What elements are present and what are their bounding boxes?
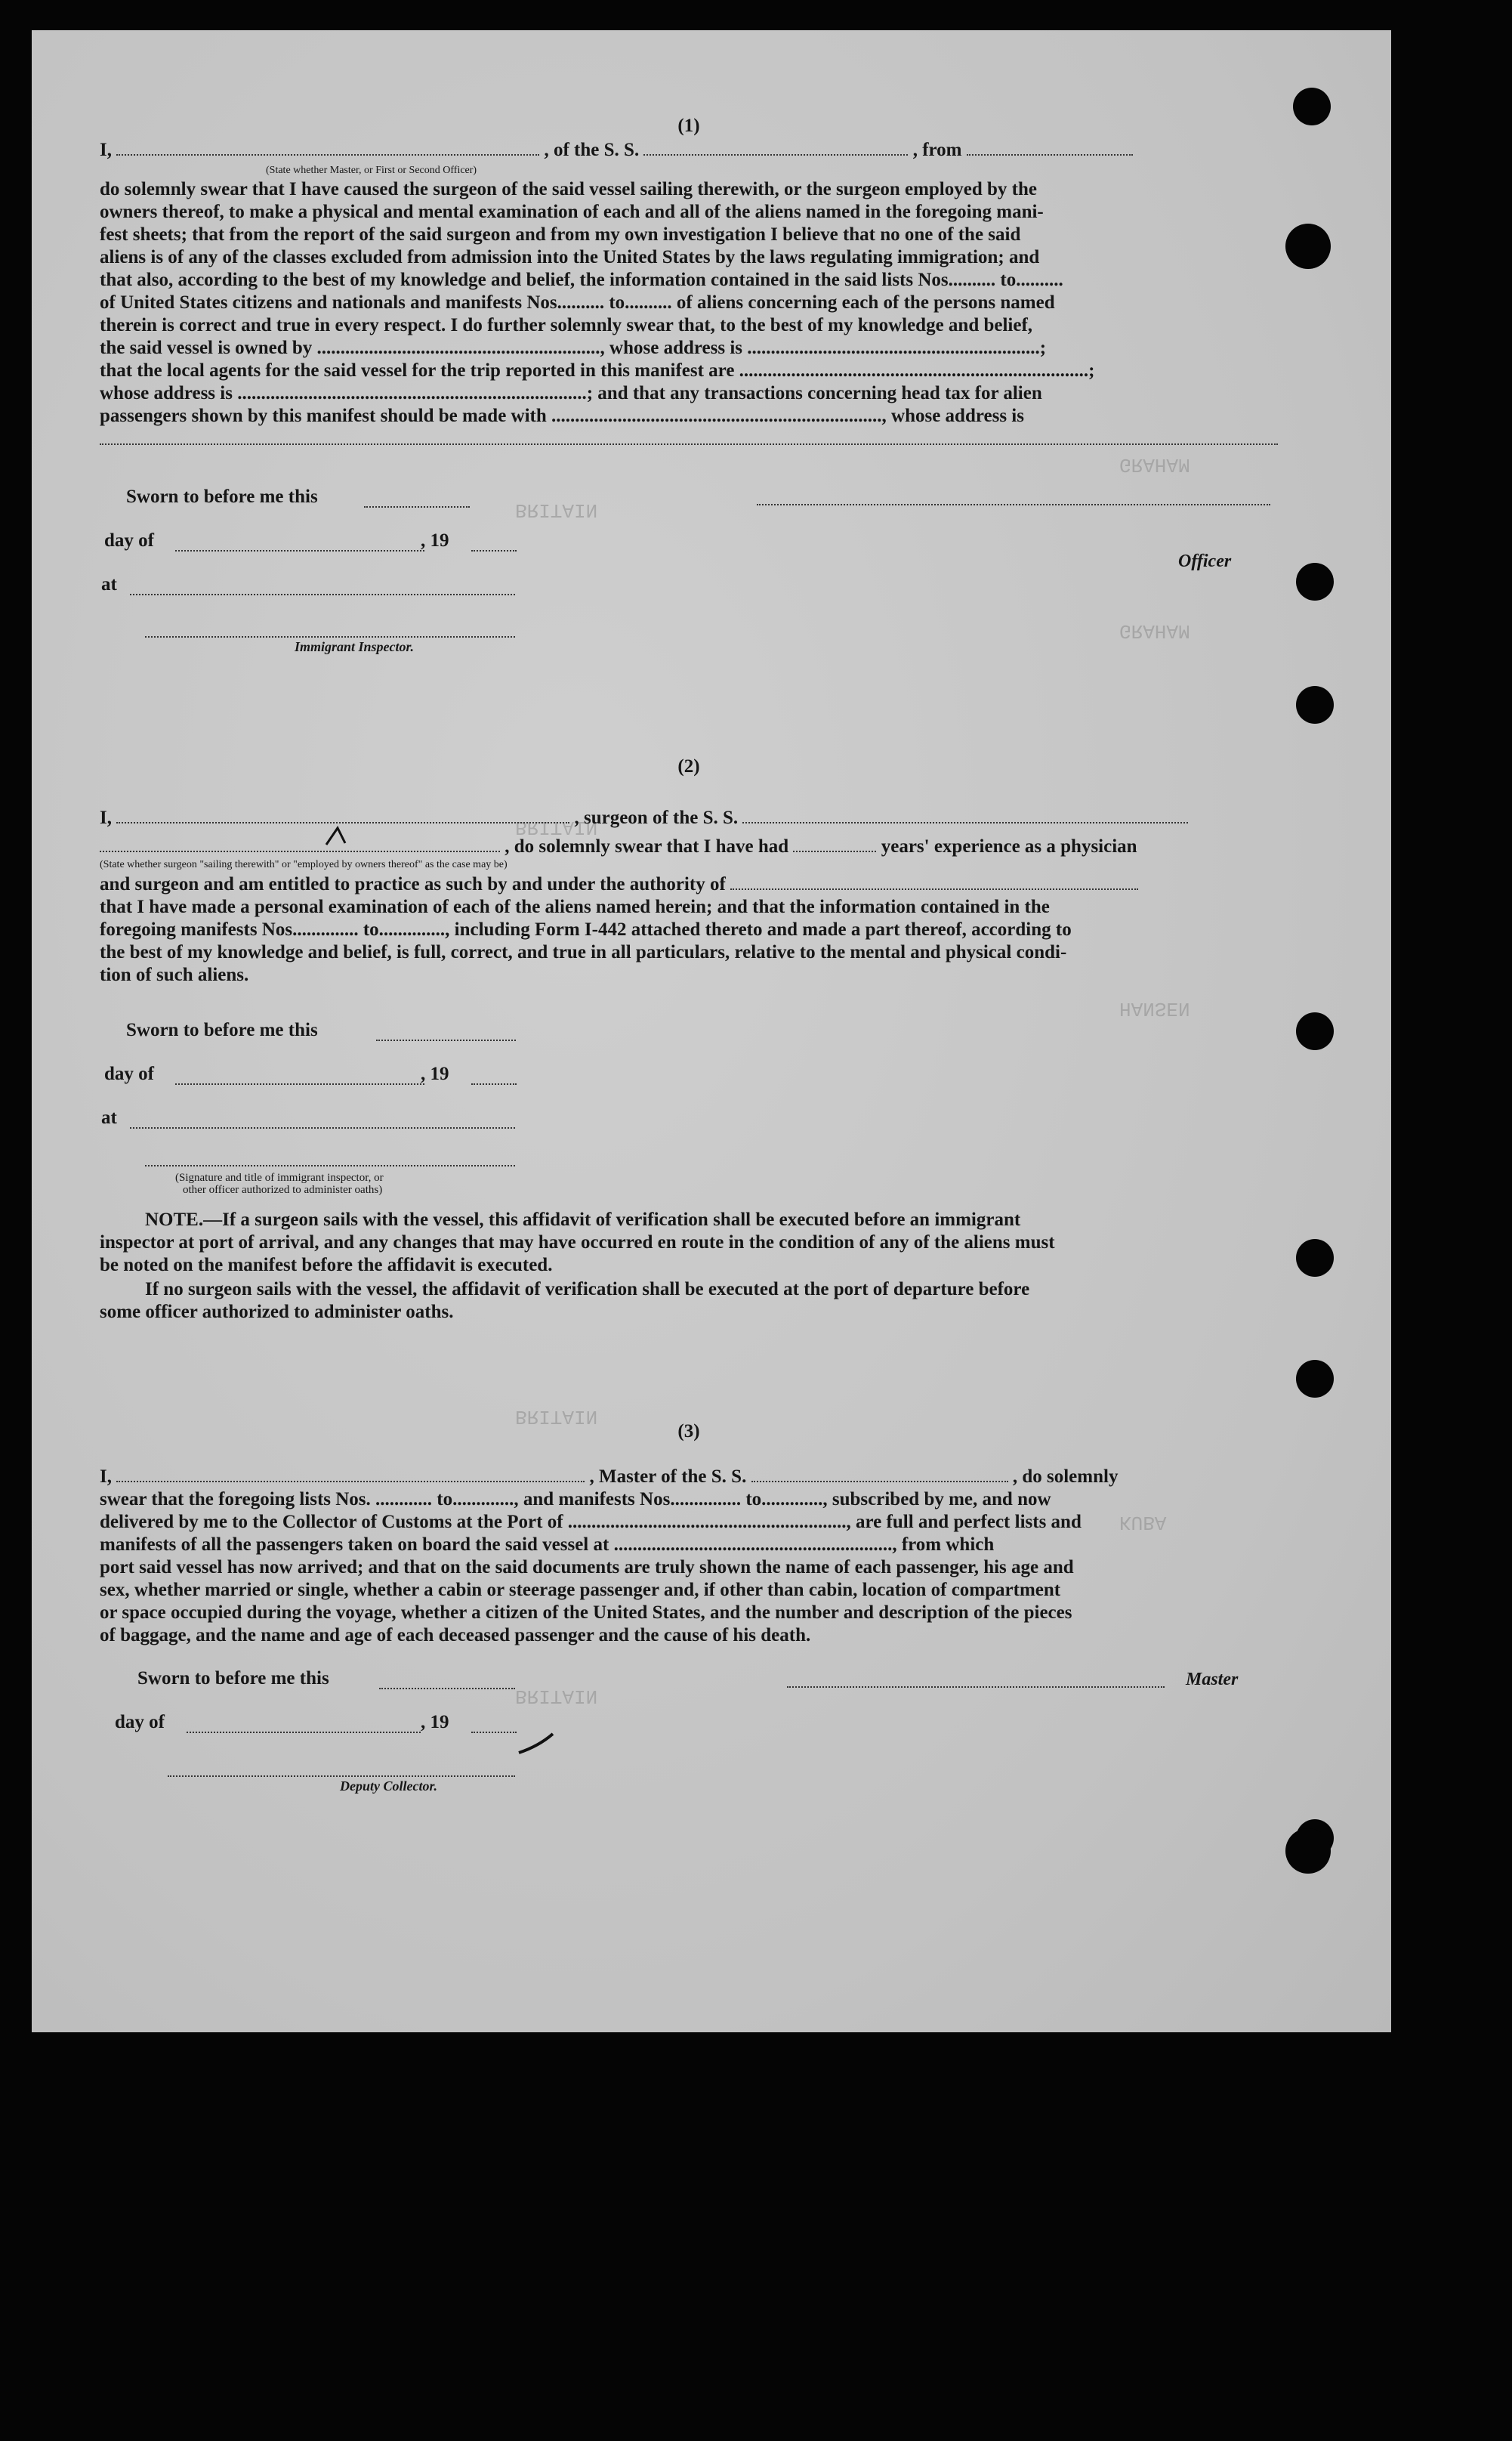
punch-hole	[1296, 1012, 1334, 1050]
body-line: the best of my knowledge and belief, is full, correct, and true in all particulars, relative to the mental and physical condi-	[100, 942, 1067, 962]
note-line: inspector at port of arrival, and any changes that may have occurred en route in the condition of any of the aliens must	[100, 1232, 1055, 1253]
punch-hole	[1285, 1828, 1331, 1874]
punch-hole	[1285, 224, 1331, 269]
note-line: If no surgeon sails with the vessel, the affidavit of verification shall be executed at the port of departure before	[145, 1279, 1030, 1299]
bleed-through-text: BRITAIN	[515, 1405, 598, 1428]
officer-name-field	[116, 139, 539, 156]
punch-hole	[1296, 686, 1334, 724]
punch-hole	[1293, 88, 1331, 125]
body-line: tion of such aliens.	[100, 965, 249, 985]
manifest-affidavit-page	[32, 30, 1391, 2032]
master-signature-line	[787, 1685, 1165, 1688]
body-line: swear that the foregoing lists Nos. ............ to............., and manifests Nos............... to............., subscribed by me, and now	[100, 1489, 1051, 1509]
vessel-name-field	[643, 139, 908, 156]
body-line: therein is correct and true in every respect. I do further solemnly swear that, to the best of my knowledge and belief,	[100, 315, 1033, 335]
section-2-number: (2)	[677, 756, 700, 777]
years-field	[793, 836, 876, 852]
vessel-name-field	[751, 1466, 1008, 1482]
body-line: do solemnly swear that I have caused the surgeon of the said vessel sailing therewith, or the surgeon employed by the	[100, 179, 1037, 199]
at-fill	[130, 592, 515, 595]
intro-i: I,	[100, 140, 112, 160]
from-text: , from	[912, 140, 962, 160]
inspector-caption: Immigrant Inspector.	[295, 639, 415, 654]
day-fill	[187, 1730, 421, 1733]
section-3-header-line	[100, 1466, 1278, 1488]
body-line: passengers shown by this manifest should be made with ......................................................................, whose address is	[100, 406, 1024, 426]
body-line: sex, whether married or single, whether a cabin or steerage passenger and, if other than cabin, location of compartment	[100, 1580, 1061, 1600]
section-1-header-line	[100, 139, 1278, 162]
solemnly-text: , do solemnly	[1012, 1466, 1119, 1487]
surgeon-of-text: , surgeon of the S. S.	[574, 808, 739, 828]
at-label: at	[101, 574, 117, 595]
sworn-label: Sworn to before me this	[126, 487, 318, 507]
signature-caption: other officer authorized to administer oaths)	[183, 1184, 383, 1196]
body-line: owners thereof, to make a physical and mental examination of each and all of the aliens named in the foregoing mani-	[100, 202, 1044, 222]
ink-mark	[515, 1730, 560, 1760]
bleed-through-text: KUBA	[1119, 1511, 1167, 1534]
at-label: at	[101, 1108, 117, 1128]
note-line: be noted on the manifest before the affidavit is executed.	[100, 1255, 553, 1275]
swear-text: , do solemnly swear that I have had	[505, 836, 789, 857]
officer-caption: Officer	[1178, 552, 1232, 571]
year-label: , 19	[421, 1712, 449, 1732]
bleed-through-text: HANSEN	[1119, 997, 1190, 1020]
ink-mark	[322, 822, 353, 852]
year-fill	[471, 548, 517, 552]
day-fill	[175, 1082, 424, 1085]
body-line: that I have made a personal examination of each of the aliens named herein; and that the information contained in the	[100, 897, 1050, 917]
body-line	[100, 873, 1278, 896]
year-label: , 19	[421, 530, 449, 551]
year-label: , 19	[421, 1064, 449, 1084]
bleed-through-text: GRAHAM	[1119, 620, 1190, 642]
body-line: foregoing manifests Nos.............. to.............., including Form I-442 attached thereto and made a part thereof, according to	[100, 919, 1072, 940]
note-text: —If a surgeon sails with the vessel, this affidavit of verification shall be executed before an immigrant	[203, 1210, 1021, 1230]
surgeon-caption: (State whether surgeon "sailing therewith" or "employed by owners thereof" as the case may be)	[100, 859, 508, 870]
year-fill	[471, 1082, 517, 1085]
sworn-label: Sworn to before me this	[137, 1668, 329, 1689]
note-label: NOTE.	[145, 1210, 204, 1230]
sworn-fill	[379, 1686, 515, 1689]
surgeon-name-field	[116, 807, 569, 823]
master-name-field	[116, 1466, 585, 1482]
sworn-fill	[364, 505, 470, 508]
body-line: port said vessel has now arrived; and that on the said documents are truly shown the name of each passenger, his age and	[100, 1557, 1074, 1577]
day-fill	[175, 548, 424, 552]
officer-caption: (State whether Master, or First or Second Officer)	[266, 165, 477, 176]
bleed-through-text: BRITAIN	[515, 816, 598, 839]
officer-signature-line	[757, 502, 1270, 505]
note-line	[145, 1209, 1323, 1231]
body-line: fest sheets; that from the report of the said surgeon and from my own investigation I believe that no one of the said	[100, 224, 1021, 245]
note-line: some officer authorized to administer oaths.	[100, 1302, 454, 1322]
body-line: whose address is ..........................................................................; and that any transactions concerning head tax for alien	[100, 383, 1042, 403]
section-2-header-line	[100, 807, 1278, 830]
intro-i: I,	[100, 1466, 112, 1487]
body-line: of United States citizens and nationals and manifests Nos.......... to.......... of aliens concerning each of the persons named	[100, 292, 1055, 313]
bleed-through-text: BRITAIN	[515, 499, 598, 521]
inspector-signature-line	[145, 635, 515, 638]
body-line: manifests of all the passengers taken on board the said vessel at ..........................................................., from which	[100, 1534, 995, 1555]
body-line: delivered by me to the Collector of Customs at the Port of ..........................................................., are full and perfect lists and	[100, 1512, 1082, 1532]
intro-i: I,	[100, 808, 112, 828]
from-port-field	[967, 139, 1133, 156]
master-of-text: , Master of the S. S.	[589, 1466, 747, 1487]
collector-caption: Deputy Collector.	[340, 1778, 437, 1794]
body-line: aliens is of any of the classes excluded from admission into the United States by the laws regulating immigration; and	[100, 247, 1040, 267]
bleed-through-text: GRAHAM	[1119, 453, 1190, 476]
sworn-label: Sworn to before me this	[126, 1020, 318, 1040]
punch-hole	[1296, 563, 1334, 601]
authority-field	[730, 873, 1138, 890]
body-line: or space occupied during the voyage, whether a citizen of the United States, and the number and description of the pieces	[100, 1602, 1072, 1623]
sworn-fill	[376, 1038, 516, 1041]
punch-hole	[1296, 1360, 1334, 1398]
master-caption: Master	[1186, 1670, 1239, 1689]
years-text: years' experience as a physician	[881, 836, 1137, 857]
day-of-label: day of	[104, 1064, 154, 1084]
punch-hole	[1296, 1239, 1334, 1277]
collector-signature-line	[168, 1774, 515, 1777]
body-line: that also, according to the best of my knowledge and belief, the information contained in the said lists Nos.......... to..........	[100, 270, 1063, 290]
at-fill	[130, 1126, 515, 1129]
section-3-number: (3)	[677, 1421, 700, 1441]
bleed-through-text: BRITAIN	[515, 1685, 598, 1707]
body-line: of baggage, and the name and age of each deceased passenger and the cause of his death.	[100, 1625, 811, 1645]
section-1-number: (1)	[677, 116, 700, 136]
of-ss-text: , of the S. S.	[544, 140, 640, 160]
address-fill-line	[100, 442, 1278, 445]
vessel-name-field	[742, 807, 1188, 823]
surgeon-capacity-field	[100, 836, 500, 852]
year-fill	[471, 1730, 517, 1733]
authority-text: and surgeon and am entitled to practice as such by and under the authority of	[100, 874, 726, 895]
day-of-label: day of	[104, 530, 154, 551]
body-line: that the local agents for the said vessel for the trip reported in this manifest are ..........................................................................;	[100, 360, 1095, 381]
signature-caption: (Signature and title of immigrant inspector, or	[175, 1172, 384, 1184]
day-of-label: day of	[115, 1712, 165, 1732]
body-line: the said vessel is owned by ............................................................, whose address is ..............................................................;	[100, 338, 1047, 358]
